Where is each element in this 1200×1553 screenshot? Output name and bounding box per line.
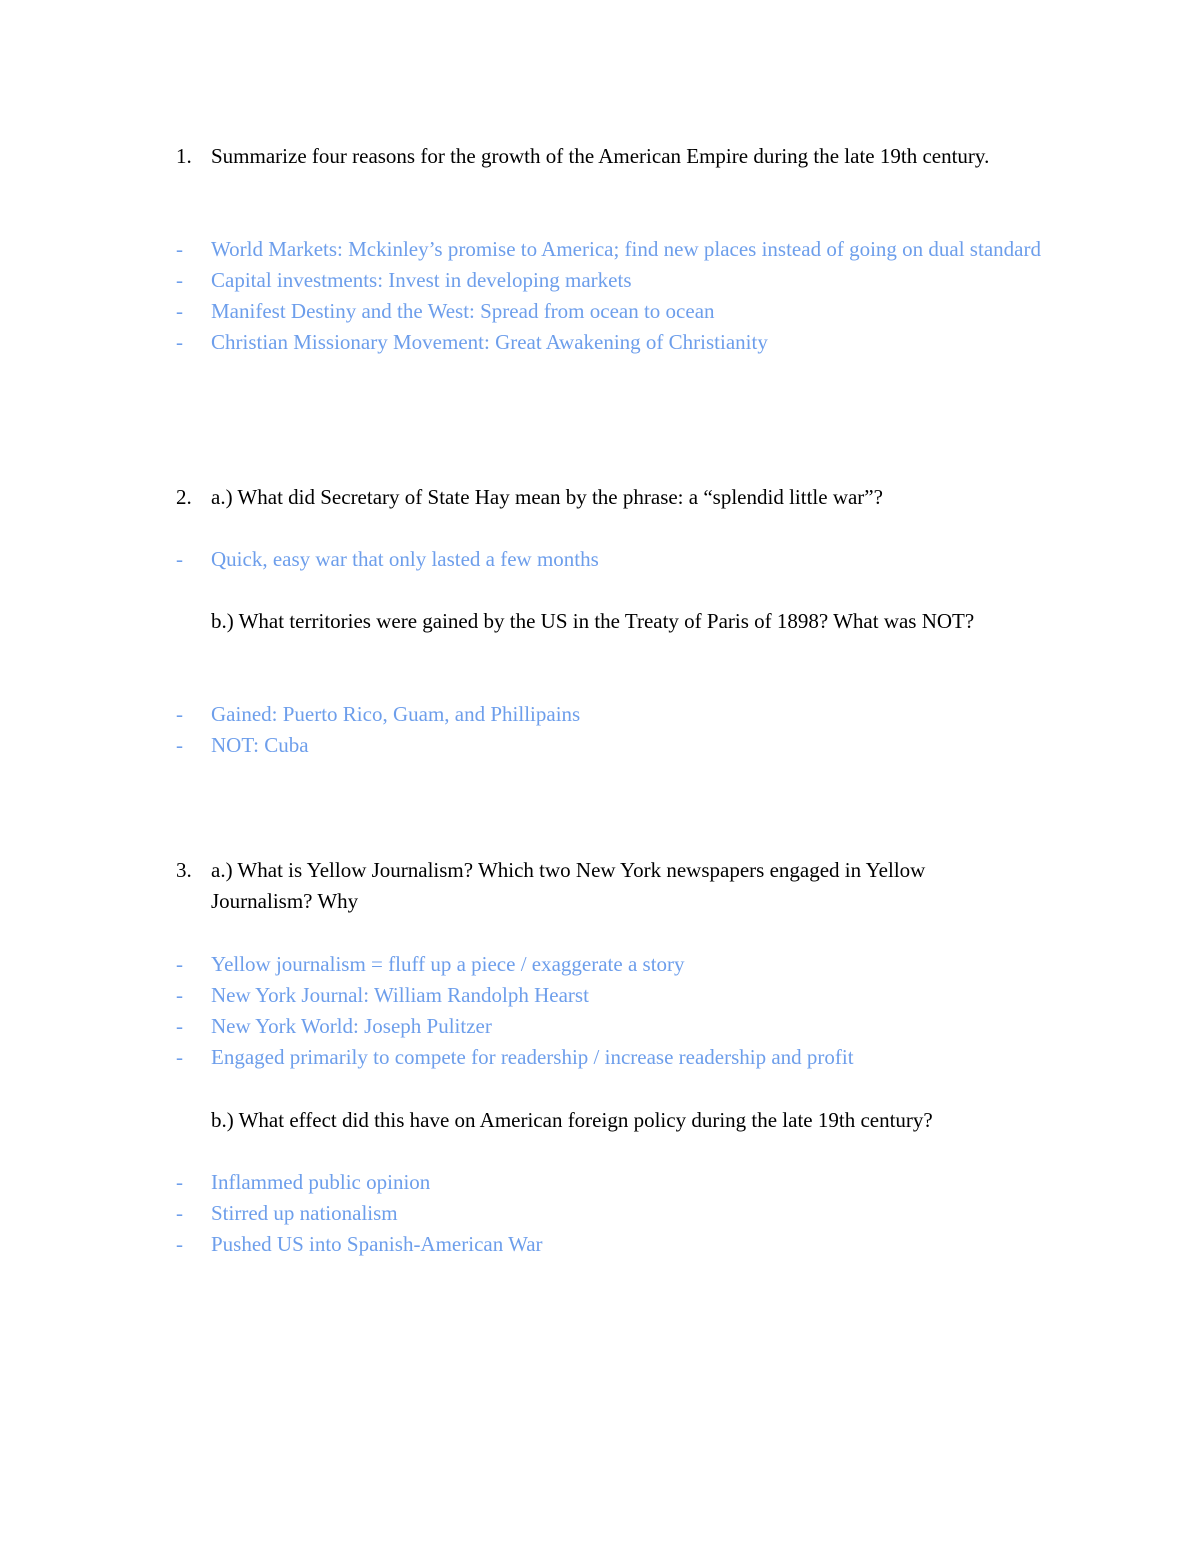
answer-item xyxy=(0,1229,1200,1260)
bullet-dash: - xyxy=(176,1045,183,1069)
answer-item xyxy=(0,1167,1200,1198)
answer-text: Inflammed public opinion xyxy=(211,1170,431,1194)
bullet-dash: - xyxy=(176,983,183,1007)
answer-text: Engaged primarily to compete for readership / increase readership and profit xyxy=(211,1045,854,1069)
bullet-dash: - xyxy=(176,1201,183,1225)
answer-item xyxy=(0,234,1200,265)
answer-text: Capital investments: Invest in developing markets xyxy=(211,268,632,292)
bullet-dash: - xyxy=(176,299,183,323)
answer-item xyxy=(0,949,1200,980)
answer-text: Quick, easy war that only lasted a few months xyxy=(211,547,599,571)
bullet-dash: - xyxy=(176,952,183,976)
question-number: 3. xyxy=(176,858,192,882)
bullet-dash: - xyxy=(176,702,183,726)
answer-list-q2b xyxy=(0,699,1200,761)
question-text: Summarize four reasons for the growth of the American Empire during the late 19th century. xyxy=(211,144,990,168)
bullet-dash: - xyxy=(176,268,183,292)
answer-item xyxy=(0,699,1200,730)
answer-text: Christian Missionary Movement: Great Awakening of Christianity xyxy=(211,330,768,354)
bullet-dash: - xyxy=(176,733,183,757)
answer-item xyxy=(0,296,1200,327)
answer-item xyxy=(0,265,1200,296)
question-number: 2. xyxy=(176,485,192,509)
answer-text: Pushed US into Spanish-American War xyxy=(211,1232,543,1256)
question-text-part-a: a.) What did Secretary of State Hay mean by the phrase: a “splendid little war”? xyxy=(211,485,883,509)
answer-item xyxy=(0,1042,1200,1073)
answer-list-q2a xyxy=(0,544,1200,575)
answer-item xyxy=(0,1011,1200,1042)
answer-text: New York World: Joseph Pulitzer xyxy=(211,1014,492,1038)
answer-item xyxy=(0,980,1200,1011)
answer-item xyxy=(0,544,1200,575)
bullet-dash: - xyxy=(176,330,183,354)
answer-text: Gained: Puerto Rico, Guam, and Phillipains xyxy=(211,702,581,726)
answer-text: NOT: Cuba xyxy=(211,733,309,757)
answer-text: World Markets: Mckinley’s promise to America; find new places instead of going on dual standard xyxy=(211,237,1041,261)
question-text-part-b: b.) What effect did this have on American foreign policy during the late 19th century? xyxy=(211,1108,933,1132)
answer-item xyxy=(0,327,1200,358)
bullet-dash: - xyxy=(176,1170,183,1194)
answer-text: Yellow journalism = fluff up a piece / exaggerate a story xyxy=(211,952,685,976)
answer-text: Stirred up nationalism xyxy=(211,1201,398,1225)
question-text-part-b: b.) What territories were gained by the US in the Treaty of Paris of 1898? What was NOT? xyxy=(211,609,975,633)
question-number: 1. xyxy=(176,144,192,168)
answer-text: Manifest Destiny and the West: Spread from ocean to ocean xyxy=(211,299,715,323)
bullet-dash: - xyxy=(176,547,183,571)
answer-text: New York Journal: William Randolph Hearst xyxy=(211,983,589,1007)
answer-item xyxy=(0,1198,1200,1229)
bullet-dash: - xyxy=(176,1014,183,1038)
bullet-dash: - xyxy=(176,1232,183,1256)
answer-list-q3a xyxy=(0,949,1200,1073)
answer-list-q1 xyxy=(0,234,1200,358)
answer-list-q3b xyxy=(0,1167,1200,1260)
bullet-dash: - xyxy=(176,237,183,261)
question-text-part-a: a.) What is Yellow Journalism? Which two New York newspapers engaged in Yellow Journalism? Why xyxy=(211,858,926,913)
answer-item xyxy=(0,730,1200,761)
